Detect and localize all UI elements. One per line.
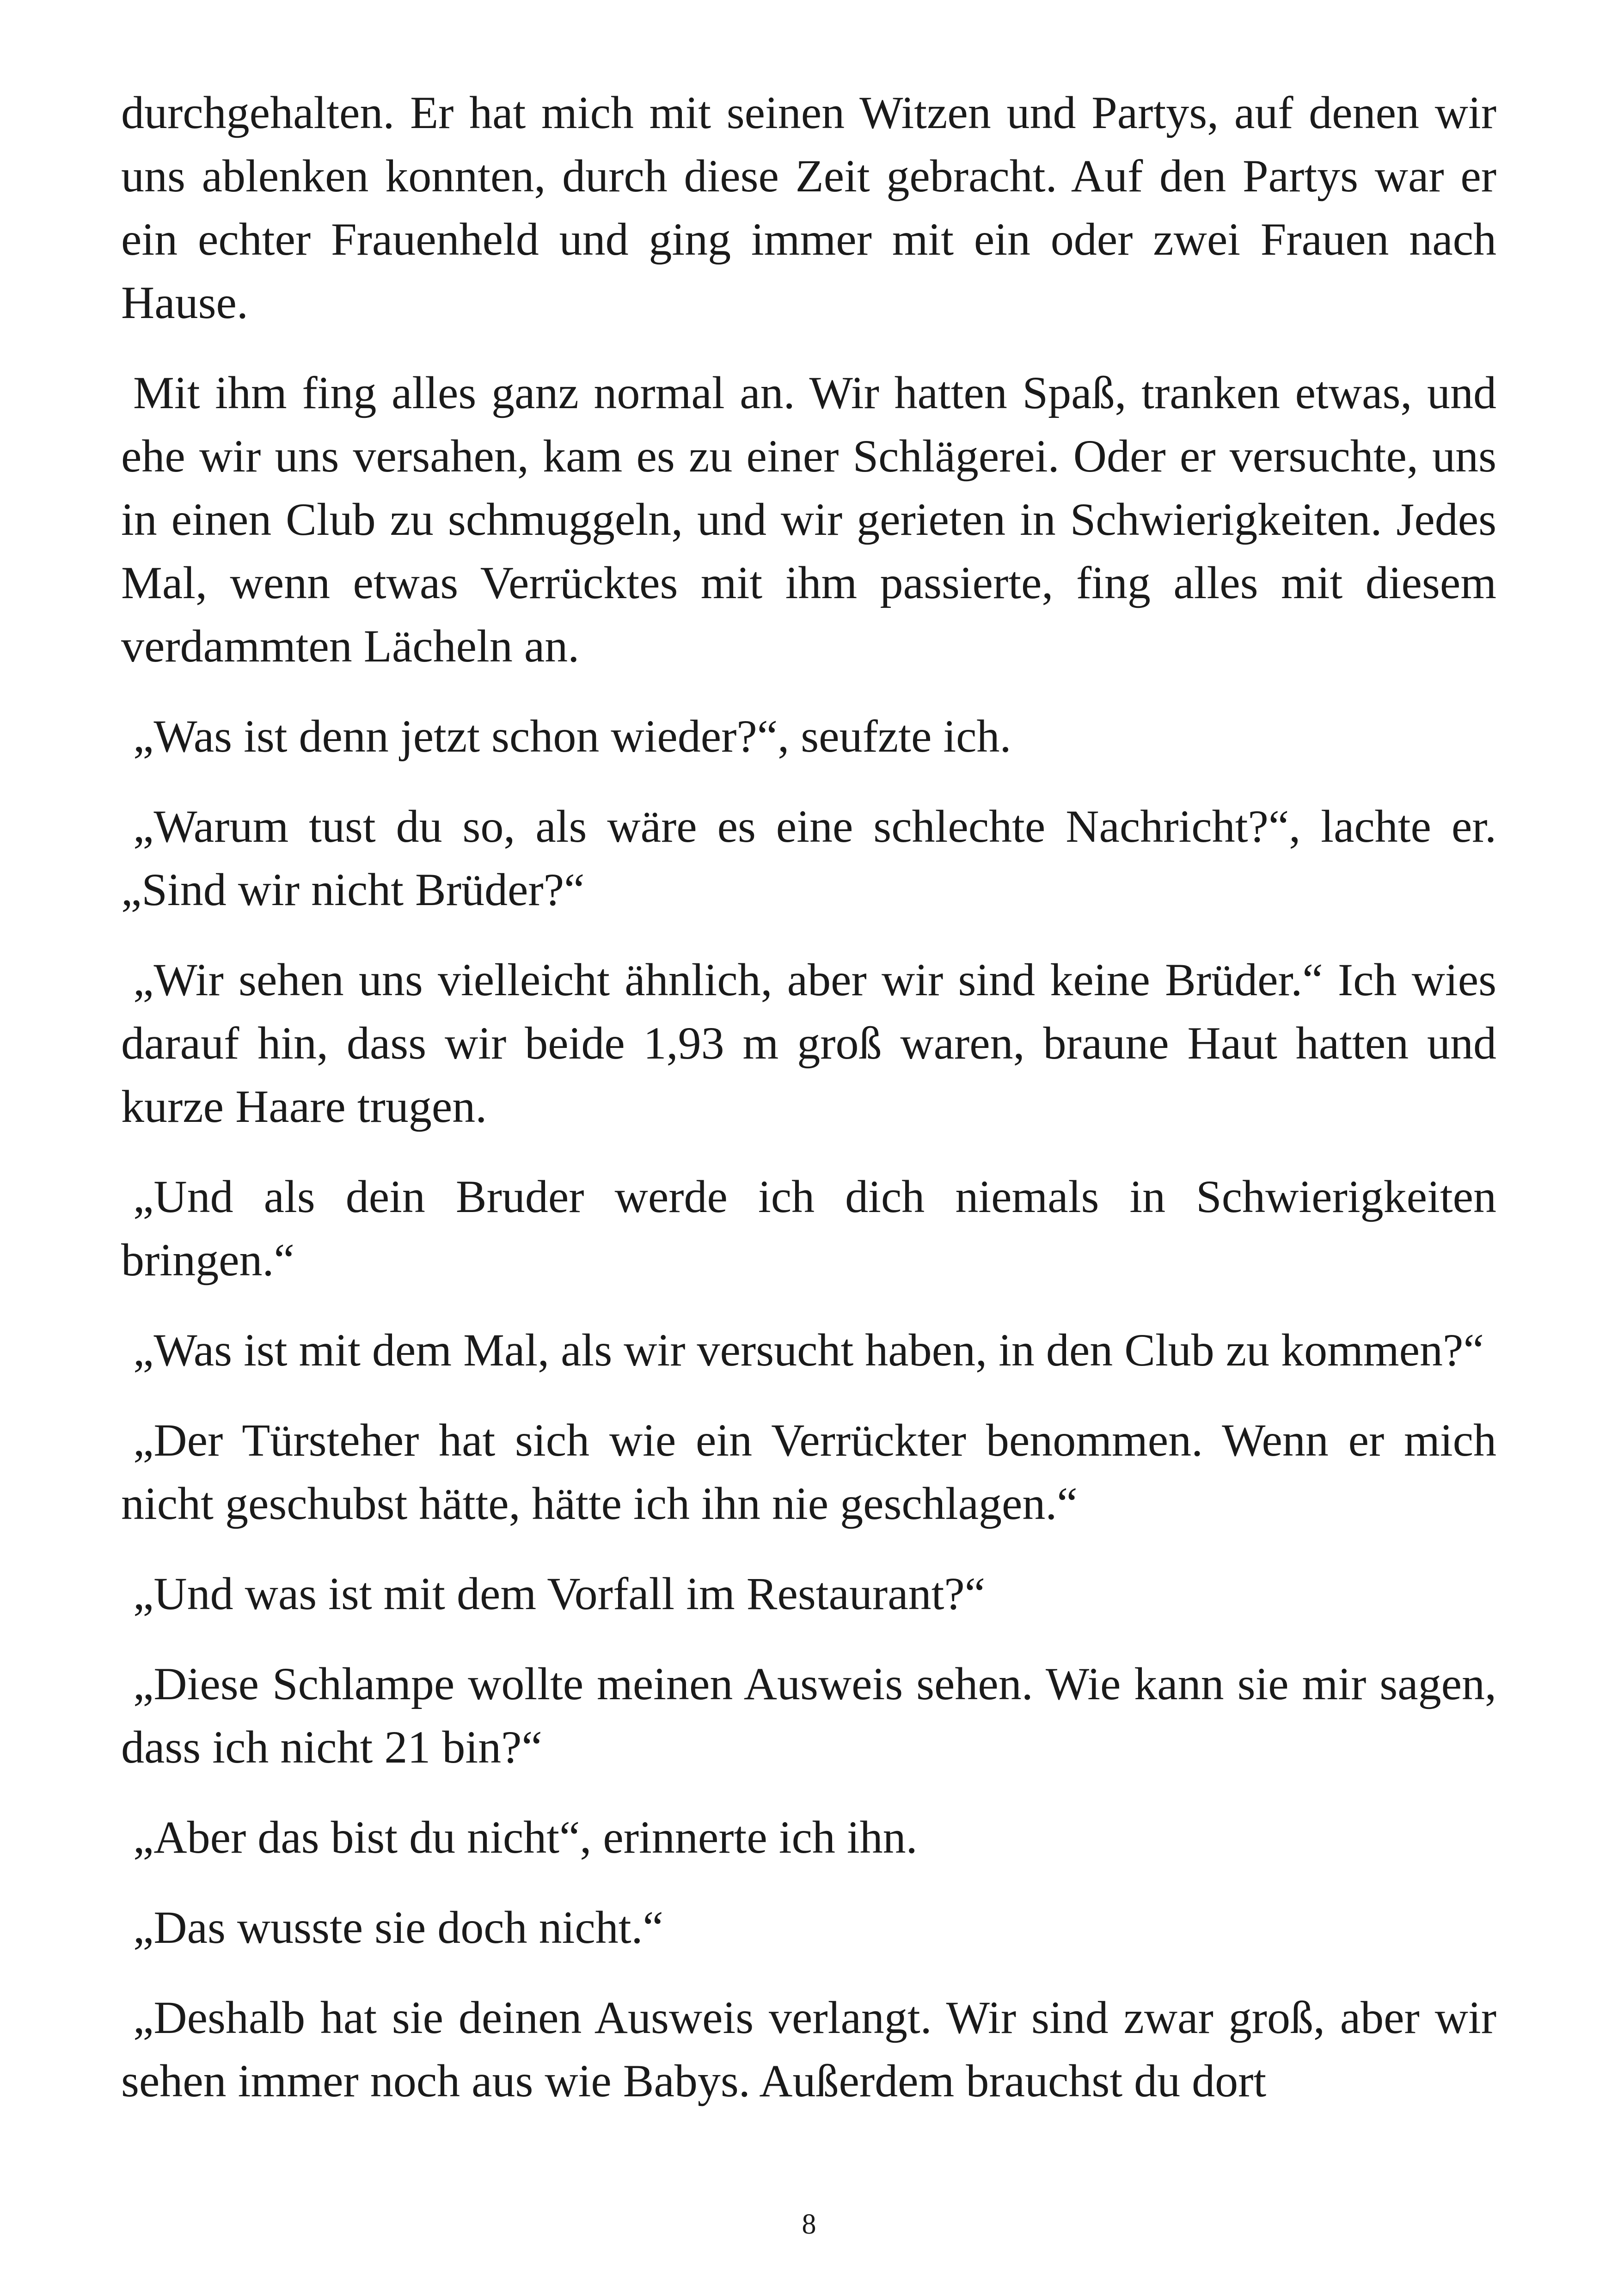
paragraph-4: „Warum tust du so, als wäre es eine schlechte Nachricht?“, lachte er. „Sind wir nicht Brüder?“ — [121, 801, 1496, 915]
paragraph-13: „Deshalb hat sie deinen Ausweis verlangt. Wir sind zwar groß, aber wir sehen immer noch aus wie Babys. Außerdem brauchst du dort — [121, 1992, 1496, 2106]
paragraph-7: „Was ist mit dem Mal, als wir versucht haben, in den Club zu kommen?“ — [133, 1324, 1484, 1376]
paragraph-8: „Der Türsteher hat sich wie ein Verrückter benommen. Wenn er mich nicht geschubst hätte, hätte ich ihn nie geschlagen.“ — [121, 1414, 1496, 1529]
paragraph-2: Mit ihm fing alles ganz normal an. Wir hatten Spaß, tranken etwas, und ehe wir uns versahen, kam es zu einer Schlägerei. Oder er versuchte, uns in einen Club zu schmuggeln, und wir gerieten in Schwierigkeiten. Jedes Mal, wenn etwas Verrücktes mit ihm passierte, fing alles mit diesem verdammten Lächeln an. — [121, 367, 1496, 672]
paragraph-1: durchgehalten. Er hat mich mit seinen Witzen und Partys, auf denen wir uns ablenken konnten, durch diese Zeit gebracht. Auf den Partys war er ein echter Frauenheld und ging immer mit ein oder zwei Frauen nach Hause. — [121, 87, 1496, 328]
body-text — [121, 81, 1496, 2139]
paragraph-3: „Was ist denn jetzt schon wieder?“, seufzte ich. — [133, 710, 1011, 762]
paragraph-10: „Diese Schlampe wollte meinen Ausweis sehen. Wie kann sie mir sagen, dass ich nicht 21 bin?“ — [121, 1658, 1496, 1773]
paragraph-12: „Das wusste sie doch nicht.“ — [133, 1902, 663, 1953]
paragraph-6: „Und als dein Bruder werde ich dich niemals in Schwierigkeiten bringen.“ — [121, 1171, 1496, 1286]
paragraph-5: „Wir sehen uns vielleicht ähnlich, aber wir sind keine Brüder.“ Ich wies darauf hin, dass wir beide 1,93 m groß waren, braune Haut hatten und kurze Haare trugen. — [121, 954, 1496, 1132]
paragraph-11: „Aber das bist du nicht“, erinnerte ich ihn. — [133, 1812, 918, 1863]
paragraph-9: „Und was ist mit dem Vorfall im Restaurant?“ — [133, 1568, 986, 1619]
page-number: 8 — [802, 2209, 816, 2240]
